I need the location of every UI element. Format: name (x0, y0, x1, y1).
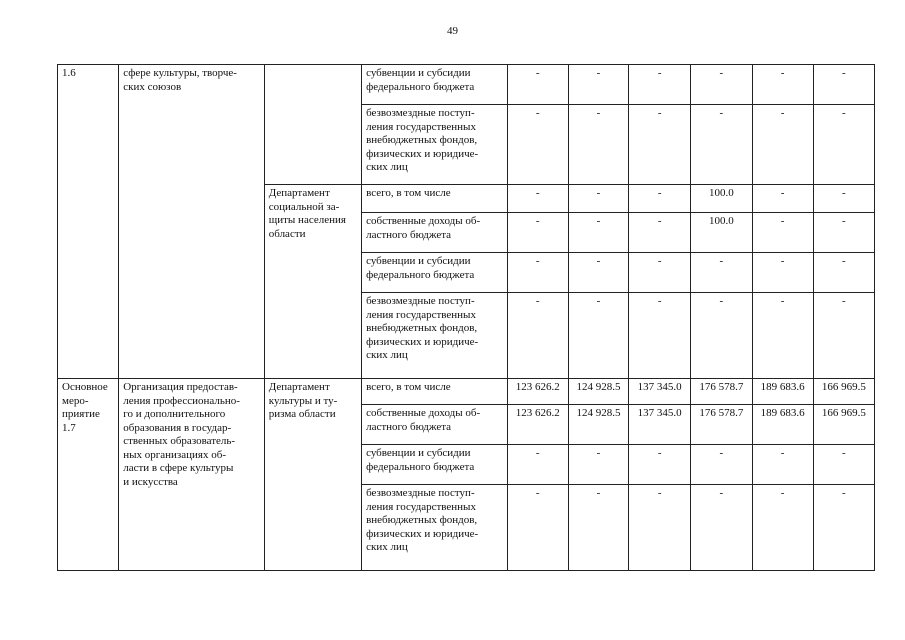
year-value-cell: - (568, 253, 628, 293)
year-value-cell: - (568, 65, 628, 105)
year-value-cell: 166 969.5 (813, 379, 874, 405)
funding-source-cell: субвенции и субсидии федерального бюджета (362, 65, 508, 105)
year-value-cell: - (568, 185, 628, 213)
year-value-cell: - (691, 485, 752, 571)
year-value-cell: 166 969.5 (813, 405, 874, 445)
year-value-cell: - (507, 253, 568, 293)
year-value-cell: - (752, 65, 813, 105)
table-row (58, 65, 875, 105)
year-value-cell: 189 683.6 (752, 405, 813, 445)
funding-source-cell: собственные доходы об- ластного бюджета (362, 405, 508, 445)
year-value-cell: - (507, 293, 568, 379)
year-value-cell: - (813, 105, 874, 185)
measure-description-cell: Организация предостав- ления профессионально- го и дополнительного образования в государ- ственных образователь- ных организациях об- ласти в сфере культуры и искусства (119, 379, 265, 571)
department-cell: Департамент социальной за- щиты населения области (264, 185, 361, 379)
funding-source-cell: всего, в том числе (362, 379, 508, 405)
year-value-cell: - (691, 293, 752, 379)
year-value-cell: - (507, 445, 568, 485)
year-value-cell: - (629, 185, 691, 213)
table-row (58, 379, 875, 405)
year-value-cell: - (752, 253, 813, 293)
funding-source-cell: безвозмездные поступ- ления государственных внебюджетных фондов, физических и юридиче- ских лиц (362, 105, 508, 185)
budget-table (57, 64, 875, 571)
year-value-cell: - (507, 65, 568, 105)
funding-source-cell: безвозмездные поступ- ления государственных внебюджетных фондов, физических и юридиче- ских лиц (362, 293, 508, 379)
page-number: 49 (447, 25, 458, 37)
department-cell: Департамент культуры и ту- ризма области (264, 379, 361, 571)
measure-code-cell: Основное меро- приятие 1.7 (58, 379, 119, 571)
funding-source-cell: субвенции и субсидии федерального бюджета (362, 445, 508, 485)
measure-description-cell: сфере культуры, творче- ских союзов (119, 65, 265, 379)
year-value-cell: - (629, 253, 691, 293)
year-value-cell: - (813, 213, 874, 253)
year-value-cell: - (813, 65, 874, 105)
year-value-cell: - (752, 445, 813, 485)
year-value-cell: - (507, 485, 568, 571)
year-value-cell: 137 345.0 (629, 379, 691, 405)
year-value-cell: - (507, 185, 568, 213)
year-value-cell: - (813, 253, 874, 293)
year-value-cell: - (752, 485, 813, 571)
year-value-cell: - (813, 485, 874, 571)
year-value-cell: - (752, 185, 813, 213)
year-value-cell: - (691, 253, 752, 293)
year-value-cell: 123 626.2 (507, 405, 568, 445)
year-value-cell: - (629, 485, 691, 571)
department-cell (264, 65, 361, 185)
year-value-cell: - (629, 65, 691, 105)
year-value-cell: - (752, 105, 813, 185)
year-value-cell: - (629, 293, 691, 379)
funding-source-cell: всего, в том числе (362, 185, 508, 213)
funding-source-cell: собственные доходы об- ластного бюджета (362, 213, 508, 253)
year-value-cell: 176 578.7 (691, 405, 752, 445)
year-value-cell: 123 626.2 (507, 379, 568, 405)
year-value-cell: 124 928.5 (568, 405, 628, 445)
year-value-cell: 176 578.7 (691, 379, 752, 405)
year-value-cell: - (629, 445, 691, 485)
funding-source-cell: безвозмездные поступ- ления государственных внебюджетных фондов, физических и юридиче- ских лиц (362, 485, 508, 571)
year-value-cell: - (691, 105, 752, 185)
year-value-cell: - (568, 213, 628, 253)
year-value-cell: 124 928.5 (568, 379, 628, 405)
year-value-cell: 137 345.0 (629, 405, 691, 445)
year-value-cell: - (813, 293, 874, 379)
year-value-cell: - (752, 293, 813, 379)
year-value-cell: 100.0 (691, 213, 752, 253)
year-value-cell: - (629, 105, 691, 185)
year-value-cell: - (629, 213, 691, 253)
year-value-cell: - (691, 445, 752, 485)
year-value-cell: - (813, 445, 874, 485)
table-body (58, 65, 875, 571)
year-value-cell: - (507, 213, 568, 253)
year-value-cell: - (752, 213, 813, 253)
year-value-cell: - (568, 445, 628, 485)
year-value-cell: - (691, 65, 752, 105)
year-value-cell: - (568, 105, 628, 185)
funding-source-cell: субвенции и субсидии федерального бюджета (362, 253, 508, 293)
year-value-cell: - (568, 485, 628, 571)
year-value-cell: 100.0 (691, 185, 752, 213)
year-value-cell: - (813, 185, 874, 213)
year-value-cell: - (507, 105, 568, 185)
measure-code-cell: 1.6 (58, 65, 119, 379)
year-value-cell: - (568, 293, 628, 379)
year-value-cell: 189 683.6 (752, 379, 813, 405)
